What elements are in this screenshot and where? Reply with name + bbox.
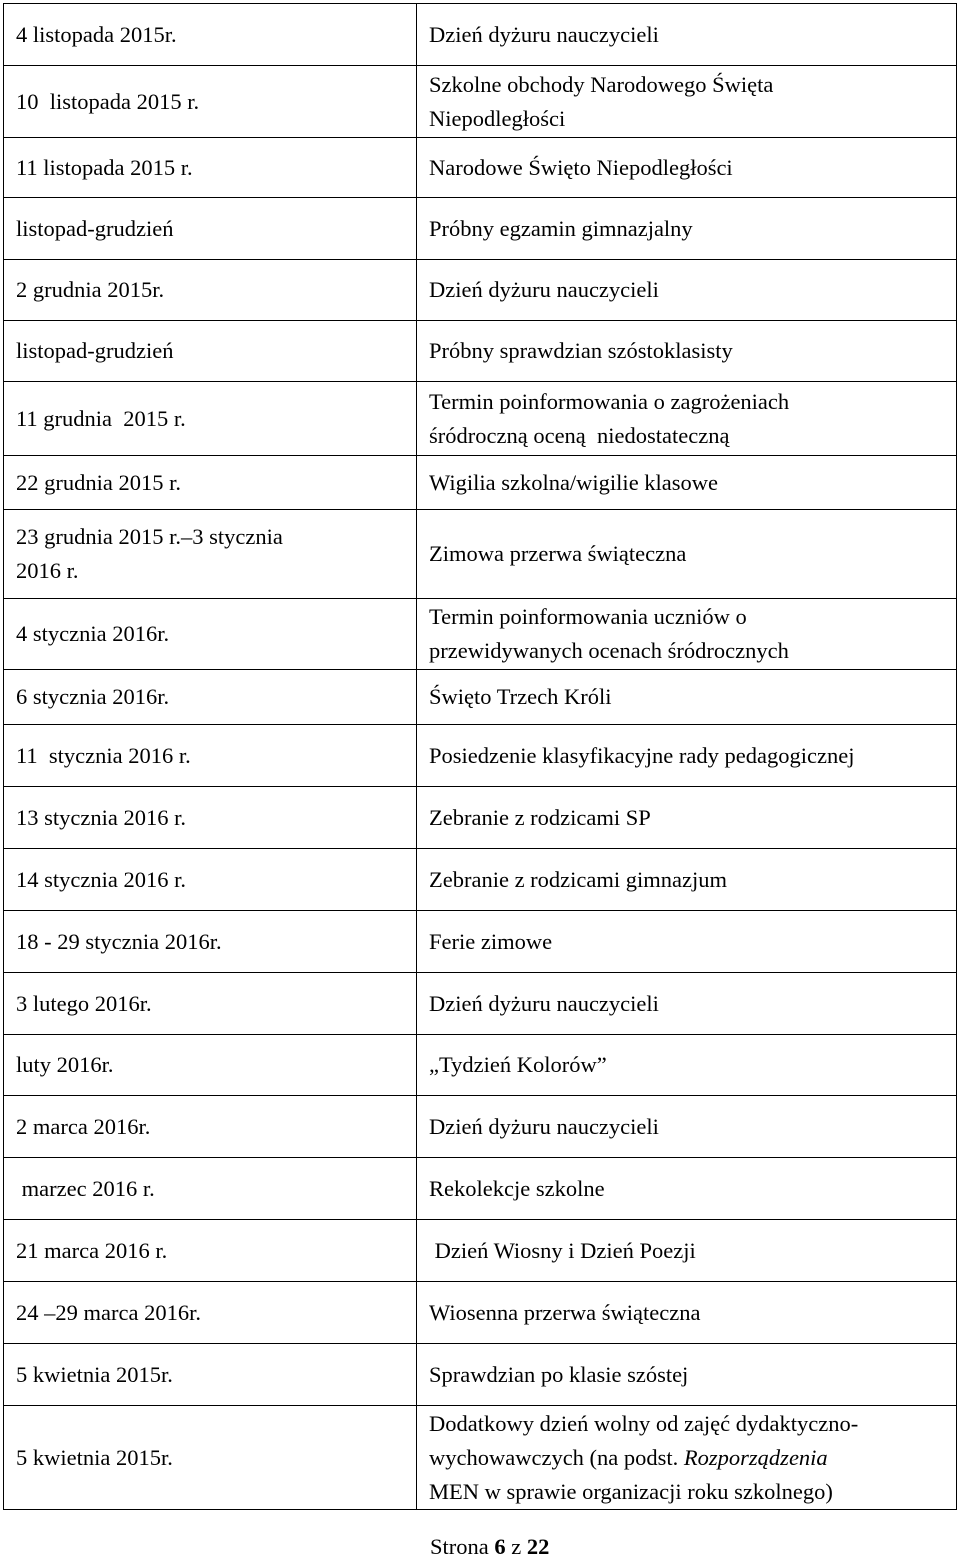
event-cell: Próbny sprawdzian szóstoklasisty [417, 321, 957, 382]
table-row [4, 670, 957, 725]
date-cell: 21 marca 2016 r. [4, 1220, 417, 1282]
date-cell: 18 - 29 stycznia 2016r. [4, 911, 417, 973]
event-cell: Święto Trzech Króli [417, 670, 957, 725]
table-row [4, 599, 957, 670]
event-text-end: MEN w sprawie organizacji roku szkolnego) [429, 1478, 833, 1504]
table-row [4, 1406, 957, 1510]
date-cell: 22 grudnia 2015 r. [4, 456, 417, 510]
page-number: 6 [494, 1534, 506, 1559]
table-row [4, 725, 957, 787]
schedule-body [4, 4, 957, 1510]
event-cell: Dzień dyżuru nauczycieli [417, 260, 957, 321]
date-cell: 2 marca 2016r. [4, 1096, 417, 1158]
event-cell: Dzień dyżuru nauczycieli [417, 4, 957, 66]
event-cell: Termin poinformowania o zagrożeniach śródroczną oceną niedostateczną [417, 382, 957, 456]
table-row [4, 510, 957, 599]
date-cell: 13 stycznia 2016 r. [4, 787, 417, 849]
page-footer [430, 1533, 549, 1561]
page-of: z [511, 1534, 522, 1559]
table-row [4, 973, 957, 1035]
event-cell: Ferie zimowe [417, 911, 957, 973]
event-cell: Dzień dyżuru nauczycieli [417, 973, 957, 1035]
table-row [4, 849, 957, 911]
event-cell: Rekolekcje szkolne [417, 1158, 957, 1220]
event-cell: Dzień dyżuru nauczycieli [417, 1096, 957, 1158]
event-cell: Szkolne obchody Narodowego Święta Niepodległości [417, 66, 957, 138]
table-row [4, 260, 957, 321]
date-cell: listopad-grudzień [4, 198, 417, 260]
event-cell: Posiedzenie klasyfikacyjne rady pedagogicznej [417, 725, 957, 787]
table-row [4, 1035, 957, 1096]
table-row [4, 198, 957, 260]
date-cell: marzec 2016 r. [4, 1158, 417, 1220]
date-cell: 4 stycznia 2016r. [4, 599, 417, 670]
date-cell: 11 listopada 2015 r. [4, 138, 417, 198]
event-cell: Wigilia szkolna/wigilie klasowe [417, 456, 957, 510]
table-row [4, 911, 957, 973]
table-row [4, 4, 957, 66]
table-row [4, 321, 957, 382]
page-label: Strona [430, 1534, 489, 1559]
table-row [4, 1282, 957, 1344]
date-cell: 3 lutego 2016r. [4, 973, 417, 1035]
date-cell: 2 grudnia 2015r. [4, 260, 417, 321]
event-cell: Narodowe Święto Niepodległości [417, 138, 957, 198]
date-cell: luty 2016r. [4, 1035, 417, 1096]
date-cell: listopad-grudzień [4, 321, 417, 382]
date-cell: 10 listopada 2015 r. [4, 66, 417, 138]
date-cell: 14 stycznia 2016 r. [4, 849, 417, 911]
event-cell: Zimowa przerwa świąteczna [417, 510, 957, 599]
event-cell: Próbny egzamin gimnazjalny [417, 198, 957, 260]
table-row [4, 382, 957, 456]
event-cell: Zebranie z rodzicami gimnazjum [417, 849, 957, 911]
page-total: 22 [526, 1534, 550, 1559]
table-row [4, 456, 957, 510]
event-cell: Sprawdzian po klasie szóstej [417, 1344, 957, 1406]
event-cell [417, 1406, 957, 1510]
table-row [4, 66, 957, 138]
table-row [4, 1096, 957, 1158]
table-row [4, 1220, 957, 1282]
event-cell: Wiosenna przerwa świąteczna [417, 1282, 957, 1344]
event-text: Dodatkowy dzień wolny od zajęć dydaktyczno- wychowawczych (na podst. [429, 1410, 859, 1470]
event-italic-text: Rozporządzenia [683, 1444, 828, 1470]
table-row [4, 1344, 957, 1406]
date-cell: 11 stycznia 2016 r. [4, 725, 417, 787]
event-cell: Termin poinformowania uczniów o przewidywanych ocenach śródrocznych [417, 599, 957, 670]
date-cell: 11 grudnia 2015 r. [4, 382, 417, 456]
event-cell: Dzień Wiosny i Dzień Poezji [417, 1220, 957, 1282]
event-cell: Zebranie z rodzicami SP [417, 787, 957, 849]
date-cell: 5 kwietnia 2015r. [4, 1344, 417, 1406]
schedule-table [3, 3, 957, 1510]
event-cell: „Tydzień Kolorów” [417, 1035, 957, 1096]
date-cell: 4 listopada 2015r. [4, 4, 417, 66]
table-row [4, 1158, 957, 1220]
date-cell: 6 stycznia 2016r. [4, 670, 417, 725]
date-cell: 24 –29 marca 2016r. [4, 1282, 417, 1344]
date-cell: 5 kwietnia 2015r. [4, 1406, 417, 1510]
table-row [4, 787, 957, 849]
table-row [4, 138, 957, 198]
date-cell: 23 grudnia 2015 r.–3 stycznia 2016 r. [4, 510, 417, 599]
